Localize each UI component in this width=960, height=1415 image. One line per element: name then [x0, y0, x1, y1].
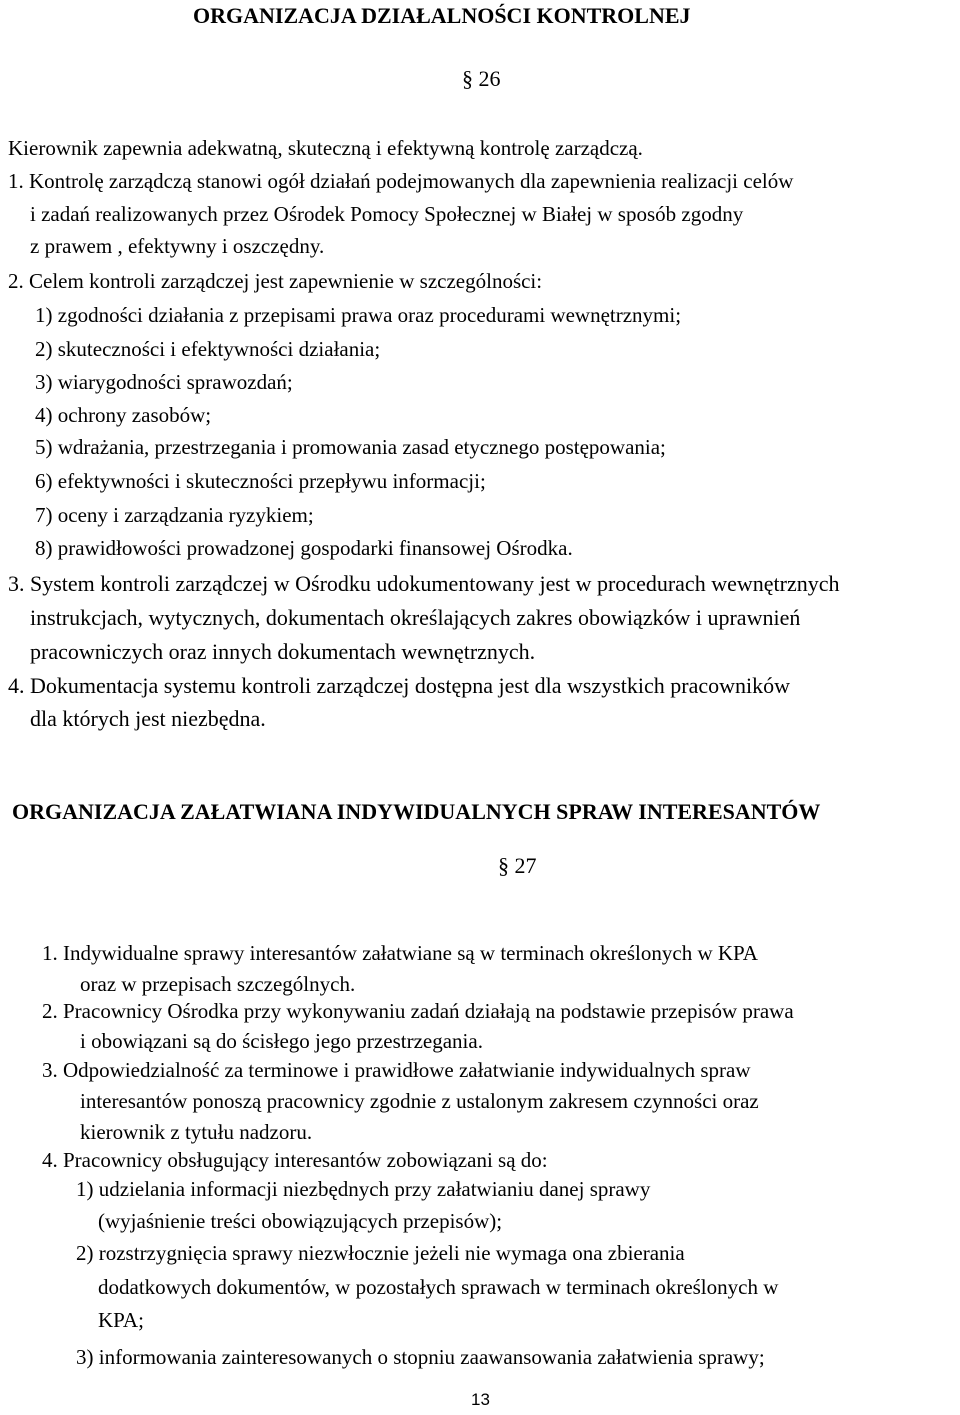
section-title-control: ORGANIZACJA DZIAŁALNOŚCI KONTROLNEJ — [193, 3, 691, 28]
list-item: 7) oceny i zarządzania ryzykiem; — [35, 503, 314, 527]
text-line: kierownik z tytułu nadzoru. — [80, 1120, 313, 1144]
text-line: oraz w przepisach szczególnych. — [80, 972, 356, 996]
text-line: i obowiązani są do ścisłego jego przestrzegania. — [80, 1029, 483, 1053]
text-line: 2. Celem kontroli zarządczej jest zapewnienie w szczególności: — [8, 269, 543, 293]
list-item: 3) informowania zainteresowanych o stopniu zaawansowania załatwienia sprawy; — [76, 1345, 765, 1369]
text-line: KPA; — [98, 1308, 144, 1332]
list-item: 8) prawidłowości prowadzonej gospodarki finansowej Ośrodka. — [35, 536, 573, 560]
text-line: pracowniczych oraz innych dokumentach wewnętrznych. — [30, 639, 536, 664]
text-line: 3. System kontroli zarządczej w Ośrodku udokumentowany jest w procedurach wewnętrznych — [8, 571, 840, 596]
list-item: 3. Odpowiedzialność za terminowe i prawidłowe załatwianie indywidualnych spraw — [42, 1058, 751, 1082]
section-title-cases: ORGANIZACJA ZAŁATWIANA INDYWIDUALNYCH SPRAW INTERESANTÓW — [12, 799, 821, 824]
text-line: instrukcjach, wytycznych, dokumentach określających zakres obowiązków i uprawnień — [30, 605, 801, 630]
paragraph-number-26: § 26 — [462, 66, 501, 91]
text-line: dodatkowych dokumentów, w pozostałych sprawach w terminach określonych w — [98, 1275, 779, 1299]
list-item: 1) udzielania informacji niezbędnych przy załatwianiu danej sprawy — [76, 1177, 651, 1201]
paragraph-number-27: § 27 — [498, 853, 537, 878]
list-item: 4. Pracownicy obsługujący interesantów zobowiązani są do: — [42, 1148, 548, 1172]
page-number: 13 — [471, 1390, 490, 1409]
list-item: 2) rozstrzygnięcia sprawy niezwłocznie jeżeli nie wymaga ona zbierania — [76, 1241, 685, 1265]
list-item: 2) skuteczności i efektywności działania; — [35, 337, 381, 361]
text-line: 4. Dokumentacja systemu kontroli zarządczej dostępna jest dla wszystkich pracowników — [8, 673, 790, 698]
list-item: 5) wdrażania, przestrzegania i promowania zasad etycznego postępowania; — [35, 435, 666, 459]
intro-text: Kierownik zapewnia adekwatną, skuteczną i efektywną kontrolę zarządczą. — [8, 136, 643, 160]
list-item: 6) efektywności i skuteczności przepływu informacji; — [35, 469, 486, 493]
text-line: 1. Kontrolę zarządczą stanowi ogół działań podejmowanych dla zapewnienia realizacji celów — [8, 169, 794, 193]
list-item: 1) zgodności działania z przepisami prawa oraz procedurami wewnętrznymi; — [35, 303, 682, 327]
text-line: z prawem , efektywny i oszczędny. — [30, 234, 325, 258]
text-line: interesantów ponoszą pracownicy zgodnie z ustalonym zakresem czynności oraz — [80, 1089, 759, 1113]
list-item: 3) wiarygodności sprawozdań; — [35, 370, 293, 394]
list-item: 2. Pracownicy Ośrodka przy wykonywaniu zadań działają na podstawie przepisów prawa — [42, 999, 794, 1023]
text-line: dla których jest niezbędna. — [30, 706, 266, 731]
list-item: 4) ochrony zasobów; — [35, 403, 212, 427]
text-line: i zadań realizowanych przez Ośrodek Pomocy Społecznej w Białej w sposób zgodny — [30, 202, 744, 226]
text-line: (wyjaśnienie treści obowiązujących przepisów); — [98, 1209, 503, 1233]
list-item: 1. Indywidualne sprawy interesantów załatwiane są w terminach określonych w KPA — [42, 941, 758, 965]
